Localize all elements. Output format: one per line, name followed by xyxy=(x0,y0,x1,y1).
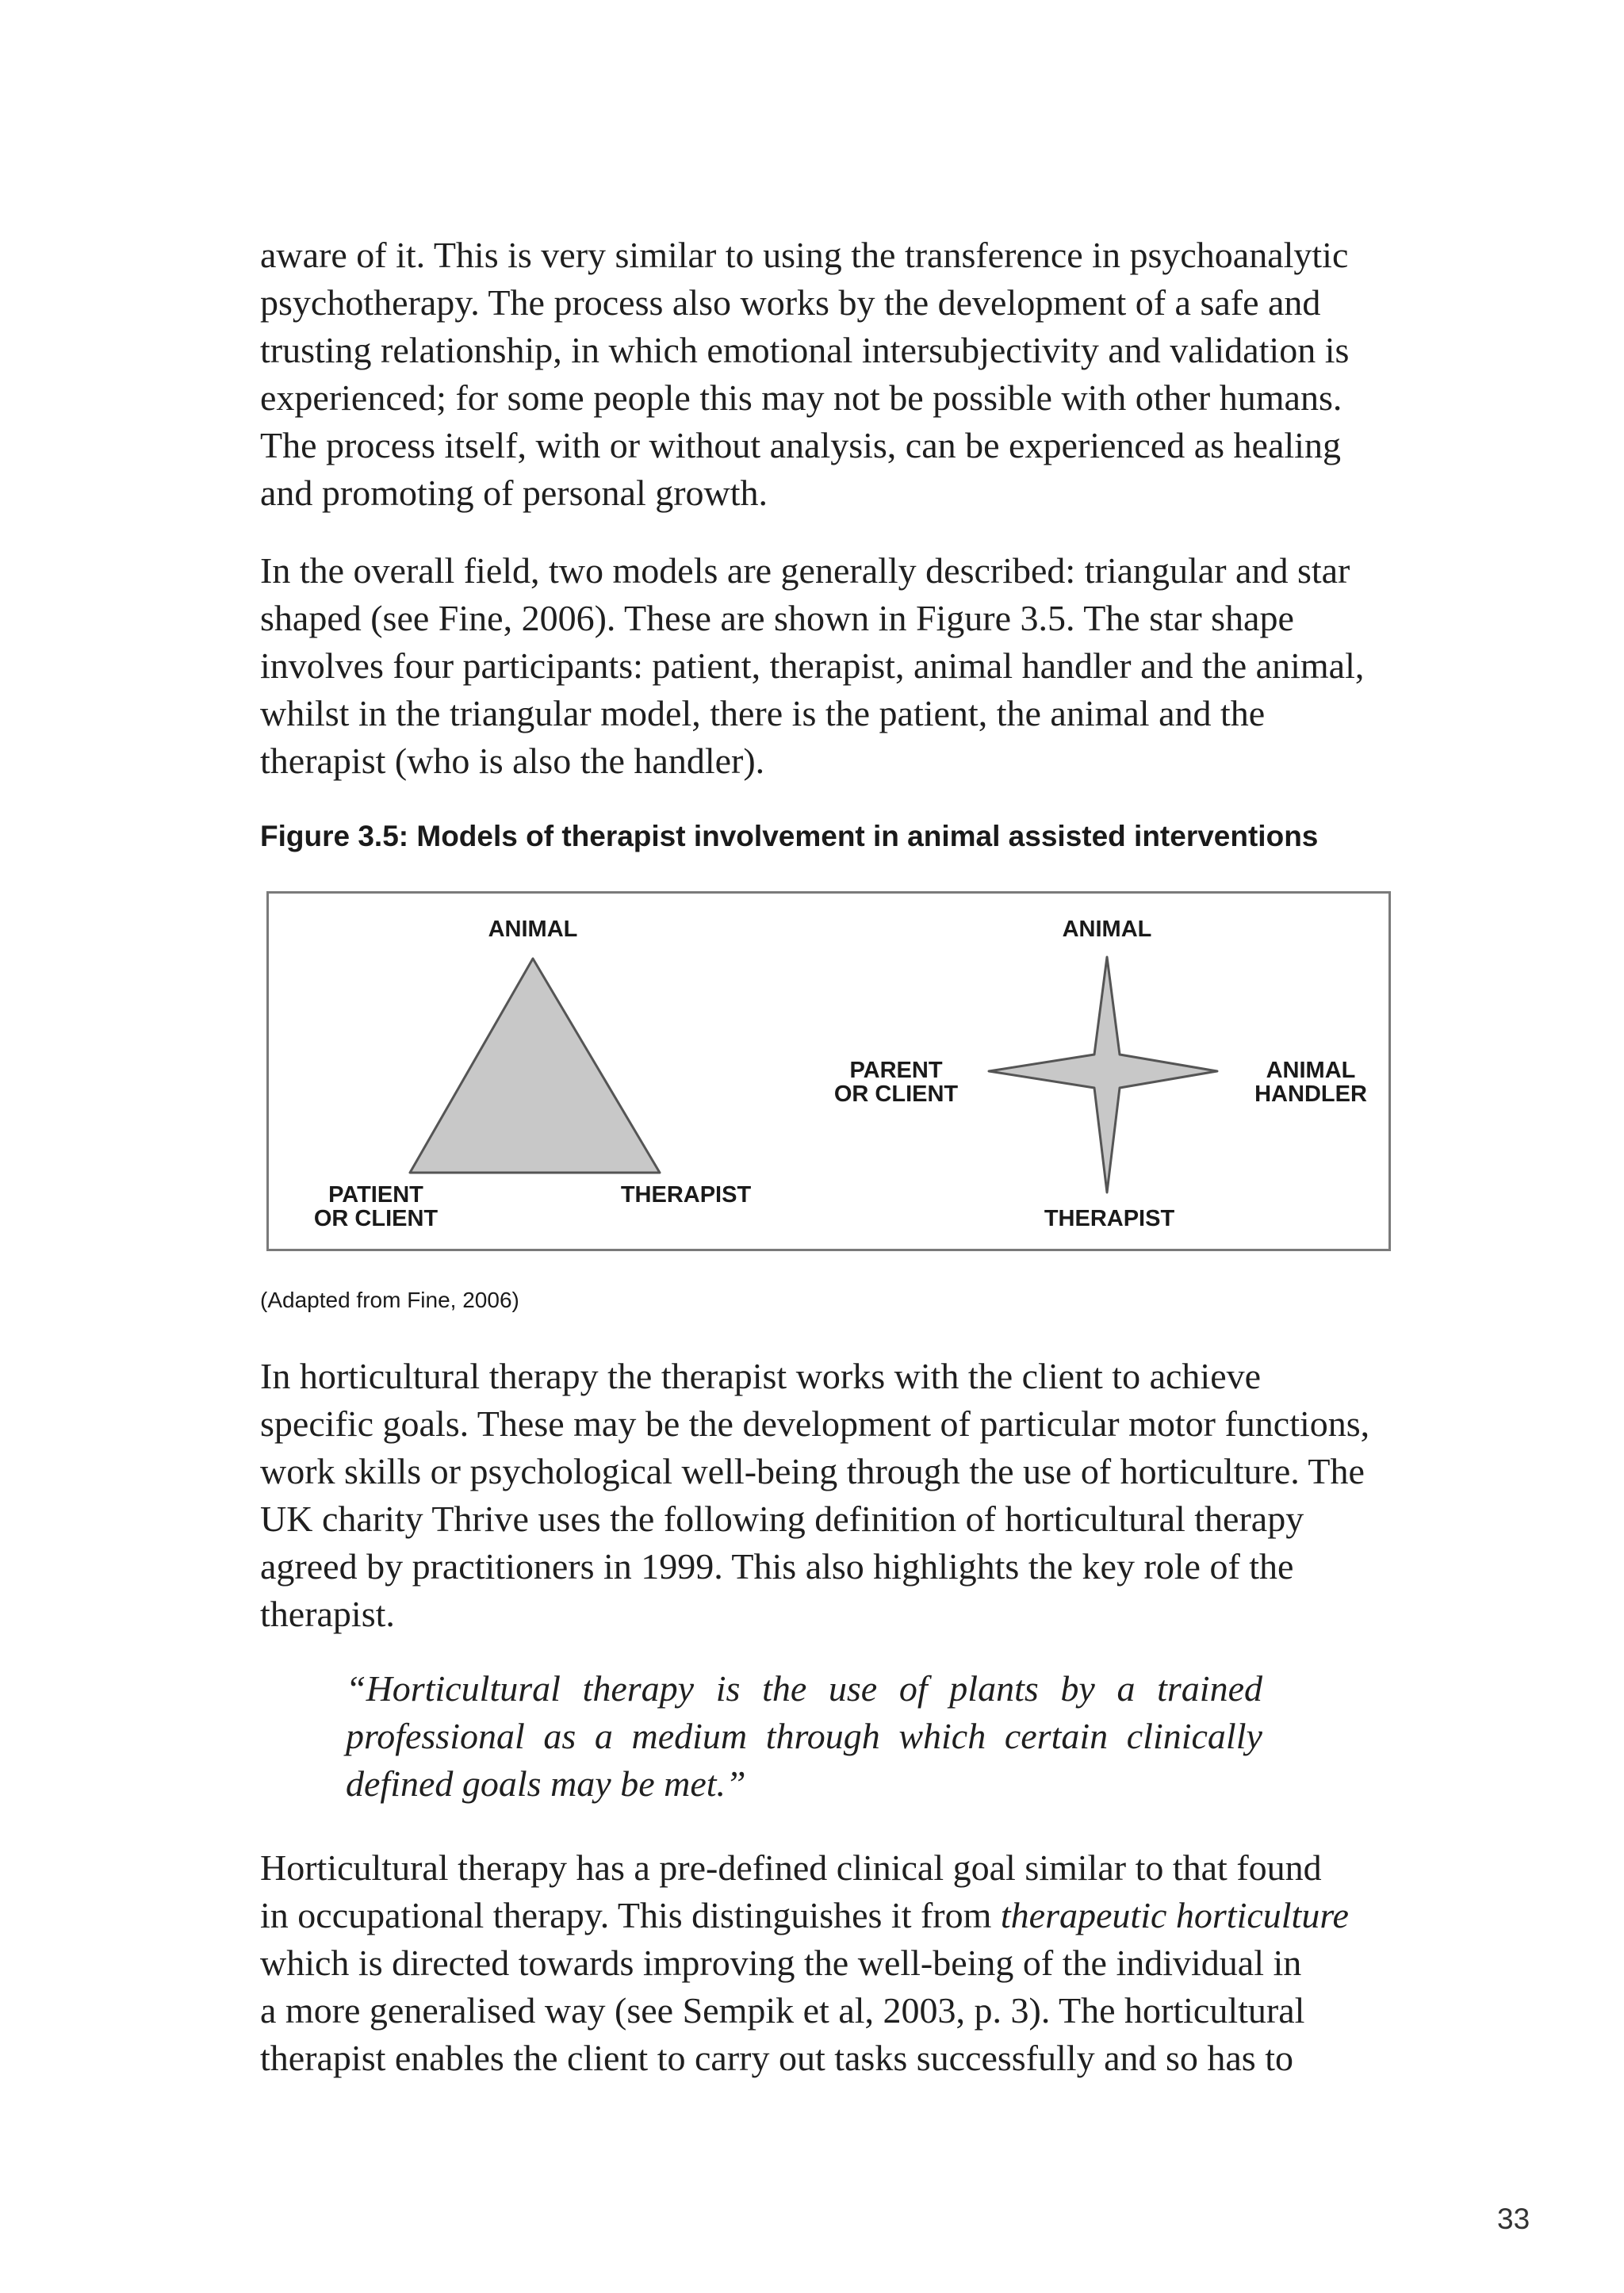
quote-word: medium xyxy=(631,1716,748,1756)
quote-word: is xyxy=(715,1668,741,1709)
triangle-label-animal: ANIMAL xyxy=(488,917,578,942)
quote-word: trained xyxy=(1157,1668,1262,1709)
quote-line xyxy=(346,1713,1262,1760)
text-line: therapist (who is also the handler). xyxy=(260,741,765,781)
block-quote xyxy=(346,1665,1262,1808)
star-label-handler xyxy=(1254,1058,1367,1106)
label-line: ANIMAL xyxy=(1266,1058,1356,1083)
body-paragraph-3 xyxy=(260,1353,1402,1638)
page-number: 33 xyxy=(1497,2203,1530,2235)
body-paragraph-1 xyxy=(260,232,1402,517)
text-line xyxy=(260,1892,1402,1939)
text-line: aware of it. This is very similar to using the transference in psychoanalytic xyxy=(260,235,1349,275)
quote-word: of xyxy=(898,1668,928,1709)
text-line: UK charity Thrive uses the following definition of horticultural therapy xyxy=(260,1499,1304,1539)
quote-word: the xyxy=(762,1668,807,1709)
body-paragraph-4 xyxy=(260,1844,1402,2082)
text-line: Horticultural therapy has a pre-defined clinical goal similar to that found xyxy=(260,1847,1322,1888)
figure-caption: Figure 3.5: Models of therapist involvement in animal assisted interventions xyxy=(260,820,1319,852)
text-line: specific goals. These may be the development of particular motor functions, xyxy=(260,1403,1370,1444)
label-line: PARENT xyxy=(849,1058,943,1083)
quote-word: by xyxy=(1060,1668,1095,1709)
text-line: a more generalised way (see Sempik et al, 2003, p. 3). The horticultural xyxy=(260,1990,1305,2031)
star-label-animal: ANIMAL xyxy=(1062,917,1152,942)
figure-source-note: (Adapted from Fine, 2006) xyxy=(260,1288,519,1312)
star-label-therapist: THERAPIST xyxy=(1044,1206,1175,1231)
label-line: OR CLIENT xyxy=(313,1206,439,1231)
text-line: involves four participants: patient, therapist, animal handler and the animal, xyxy=(260,645,1365,686)
text-line: In the overall field, two models are generally described: triangular and star xyxy=(260,550,1350,591)
star-model-shape xyxy=(989,957,1217,1192)
text-line: and promoting of personal growth. xyxy=(260,473,768,513)
quote-word: plants xyxy=(949,1668,1039,1709)
triangle-label-patient xyxy=(314,1183,438,1231)
text-run: in occupational therapy. This distinguishes it from xyxy=(260,1895,1001,1935)
triangle-label-therapist: THERAPIST xyxy=(620,1182,752,1208)
quote-word: which xyxy=(898,1716,986,1756)
text-line: trusting relationship, in which emotional intersubjectivity and validation is xyxy=(260,330,1350,370)
label-line: PATIENT xyxy=(328,1182,423,1208)
text-line: psychotherapy. The process also works by the development of a safe and xyxy=(260,282,1321,323)
quote-word: use xyxy=(828,1668,878,1709)
emphasized-term: therapeutic horticulture xyxy=(1000,1895,1349,1935)
quote-word: professional xyxy=(346,1716,525,1756)
body-paragraph-2 xyxy=(260,547,1402,785)
figure-3-5 xyxy=(266,891,1391,1251)
text-line: which is directed towards improving the well-being of the individual in xyxy=(260,1943,1302,1983)
label-line: HANDLER xyxy=(1254,1081,1367,1107)
text-line: whilst in the triangular model, there is the patient, the animal and the xyxy=(260,693,1266,733)
label-line: OR CLIENT xyxy=(833,1081,959,1107)
quote-word: a xyxy=(1116,1668,1136,1709)
text-line: In horticultural therapy the therapist works with the client to achieve xyxy=(260,1356,1262,1396)
quote-line: defined goals may be met.” xyxy=(346,1763,746,1804)
text-line: agreed by practitioners in 1999. This also highlights the key role of the xyxy=(260,1546,1294,1587)
text-line: The process itself, with or without analysis, can be experienced as healing xyxy=(260,425,1341,465)
quote-word: clinically xyxy=(1126,1716,1262,1756)
quote-line xyxy=(346,1665,1262,1713)
quote-word: as xyxy=(543,1716,576,1756)
quote-word: “Horticultural xyxy=(346,1668,561,1709)
quote-word: a xyxy=(594,1716,613,1756)
text-line: therapist enables the client to carry out tasks successfully and so has to xyxy=(260,2038,1293,2078)
text-line: experienced; for some people this may not be possible with other humans. xyxy=(260,377,1342,418)
text-line: shaped (see Fine, 2006). These are shown in Figure 3.5. The star shape xyxy=(260,598,1294,638)
text-line: work skills or psychological well-being through the use of horticulture. The xyxy=(260,1451,1365,1491)
quote-word: certain xyxy=(1004,1716,1109,1756)
quote-word: through xyxy=(765,1716,880,1756)
text-line: therapist. xyxy=(260,1594,395,1634)
triangle-model-shape xyxy=(410,959,660,1173)
quote-word: therapy xyxy=(582,1668,695,1709)
star-label-parent xyxy=(834,1058,958,1106)
